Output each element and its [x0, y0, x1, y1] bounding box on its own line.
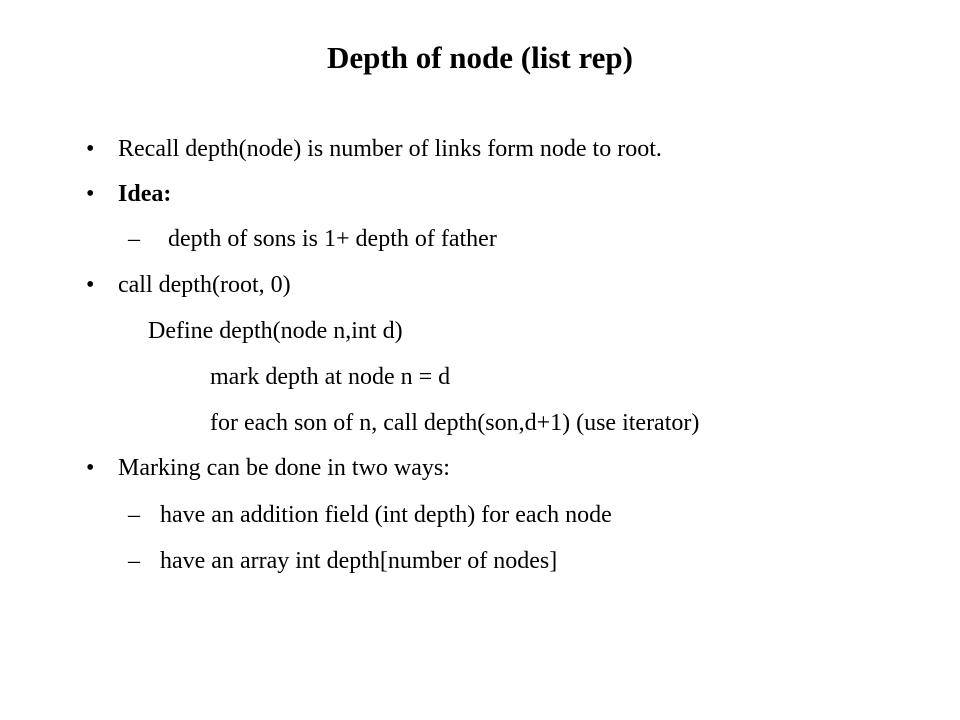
text-line-marking: Marking can be done in two ways:: [118, 455, 450, 481]
text-line-option-array: have an array int depth[number of nodes]: [160, 548, 558, 574]
bullet-marker: •: [86, 181, 95, 207]
slide-title: Depth of node (list rep): [327, 40, 633, 75]
text-line-idea-detail: depth of sons is 1+ depth of father: [168, 226, 497, 252]
text-line-recall: Recall depth(node) is number of links form node to root.: [118, 136, 662, 162]
text-line-mark: mark depth at node n = d: [210, 364, 451, 390]
text-line-option-field: have an addition field (int depth) for each node: [160, 502, 612, 528]
bullet-marker: •: [86, 136, 95, 162]
text-line-call: call depth(root, 0): [118, 272, 291, 298]
dash-marker: –: [128, 226, 140, 252]
dash-marker: –: [128, 548, 140, 574]
text-line-define: Define depth(node n,int d): [148, 318, 403, 344]
bullet-marker: •: [86, 455, 95, 481]
text-line-idea: Idea:: [118, 181, 172, 207]
dash-marker: –: [128, 502, 140, 528]
text-line-foreach: for each son of n, call depth(son,d+1) (use iterator): [210, 410, 700, 436]
bullet-marker: •: [86, 272, 95, 298]
